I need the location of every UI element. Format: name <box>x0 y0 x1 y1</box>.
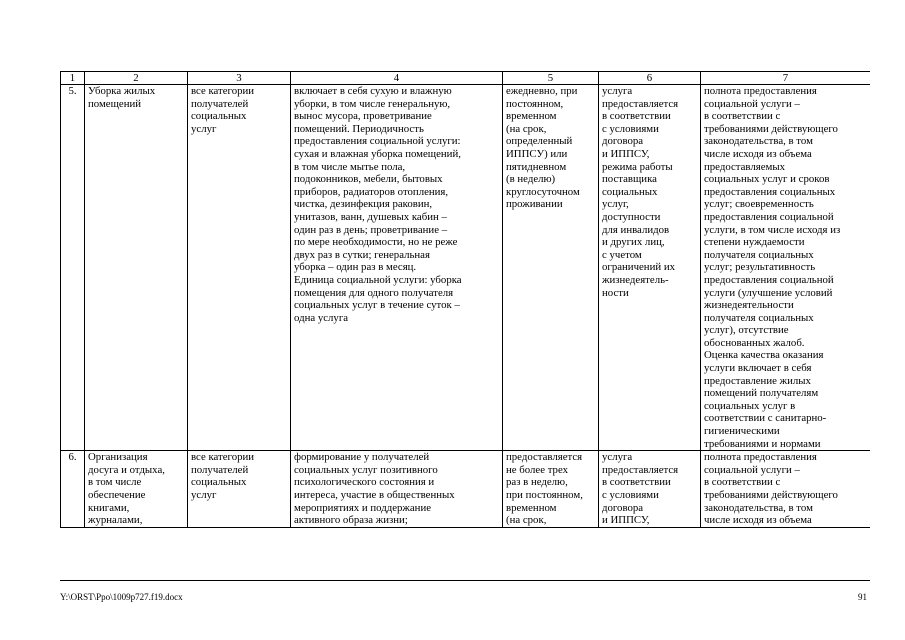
cell-conditions <box>599 85 701 451</box>
cell-text-line: чистка, дезинфекция раковин, <box>294 198 433 211</box>
cell-text-line: в соответствии <box>602 110 671 123</box>
cell-text-line: социальных <box>602 185 658 198</box>
cell-text-line: один раз в день; проветривание – <box>294 223 448 236</box>
cell-description <box>291 85 503 451</box>
cell-text-line: (на срок, <box>506 122 547 135</box>
column-header-3: 3 <box>188 72 291 85</box>
cell-text-line: Уборка жилых <box>88 85 156 97</box>
cell-text-line: в соответствии с <box>704 110 781 123</box>
cell-recipients <box>188 451 291 528</box>
cell-text-line: предоставления социальных <box>704 185 836 198</box>
cell-text-line: поставщика <box>602 173 657 186</box>
cell-text-line: получателя социальных <box>704 311 814 324</box>
cell-text-line: постоянном, <box>506 97 564 110</box>
cell-text-line: психологического состояния и <box>294 476 435 489</box>
cell-text-line: социальных <box>191 110 247 123</box>
cell-text-line: социальных услуг и сроков <box>704 173 830 186</box>
cell-text-line: ограничений их <box>602 261 676 274</box>
cell-evaluation <box>701 451 871 528</box>
cell-text-line: унитазов, ванн, душевых кабин – <box>294 210 447 223</box>
cell-text-line: режима работы <box>602 160 673 173</box>
cell-text-line: предоставления социальной <box>704 210 834 223</box>
cell-evaluation <box>701 85 871 451</box>
cell-text-line: подоконников, мебели, бытовых <box>294 173 443 186</box>
cell-text-line: с условиями <box>602 489 659 501</box>
cell-recipients <box>188 85 291 451</box>
cell-text-line: обоснованных жалоб. <box>704 336 805 349</box>
cell-text-line: социальных услуг в течение суток – <box>294 299 460 312</box>
cell-text-line: требованиями действующего <box>704 122 838 135</box>
cell-text-line: при постоянном, <box>506 489 583 501</box>
table-row <box>61 85 871 451</box>
cell-text-line: гигиеническими <box>704 425 780 438</box>
cell-service-name <box>85 451 188 528</box>
cell-text-line: интереса, участие в общественных <box>294 489 455 501</box>
cell-text-line: по мере необходимости, но не реже <box>294 236 458 249</box>
cell-text-line: и других лиц, <box>602 236 665 249</box>
cell-text-line: проживании <box>506 198 563 211</box>
cell-text-line: включает в себя сухую и влажную <box>294 85 452 97</box>
cell-text-line: предоставляемых <box>704 160 786 173</box>
cell-text-line: предоставления социальной услуги: <box>294 135 461 148</box>
cell-text-line: приборов, радиаторов отопления, <box>294 185 449 198</box>
column-header-1: 1 <box>61 72 85 85</box>
cell-text-line: числе исходя из объема <box>704 514 812 527</box>
cell-text-line: предоставления социальной <box>704 273 834 286</box>
cell-text-line: требованиями и нормами <box>704 437 821 450</box>
cell-text-line: предоставление жилых <box>704 374 811 387</box>
cell-text-line: досуга и отдыха, <box>88 463 165 476</box>
cell-text-line: и ИППСУ, <box>602 514 650 527</box>
cell-number: 6. <box>61 451 85 528</box>
cell-text-line: услуг; своевременность <box>704 198 814 211</box>
cell-text-line: для инвалидов <box>602 223 670 236</box>
table-viewport <box>60 71 870 581</box>
services-table <box>60 71 870 528</box>
cell-text-line: услуг; результативность <box>704 261 816 274</box>
cell-text-line: помещений <box>88 97 142 110</box>
column-header-7: 7 <box>701 72 871 85</box>
cell-text-line: (в неделю) <box>506 173 556 186</box>
cell-text-line: ежедневно, при <box>506 85 578 97</box>
cell-text-line: получателей <box>191 97 249 110</box>
cell-text-line: все категории <box>191 85 255 97</box>
table-row <box>61 451 871 528</box>
cell-text-line: социальных <box>191 476 247 489</box>
cell-text-line: услуг), отсутствие <box>704 324 789 337</box>
cell-text-line: социальных услуг позитивного <box>294 463 438 476</box>
cell-text-line: договора <box>602 501 644 514</box>
cell-text-line: (на срок, <box>506 514 547 527</box>
column-header-4: 4 <box>291 72 503 85</box>
cell-text-line: сухая и влажная уборка помещений, <box>294 147 461 160</box>
cell-text-line: временном <box>506 110 557 123</box>
cell-text-line: предоставляется <box>602 463 679 476</box>
cell-text-line: мероприятиях и поддержание <box>294 501 432 514</box>
cell-text-line: пятидневном <box>506 160 567 173</box>
cell-text-line: получателей <box>191 463 249 476</box>
cell-text-line: ности <box>602 286 629 299</box>
cell-text-line: раз в неделю, <box>506 476 568 489</box>
cell-text-line: и ИППСУ, <box>602 147 650 160</box>
cell-text-line: полнота предоставления <box>704 451 817 464</box>
cell-text-line: соответствии с санитарно- <box>704 412 827 425</box>
cell-text-line: ИППСУ) или <box>506 147 568 160</box>
cell-text-line: вынос мусора, проветривание <box>294 110 432 123</box>
cell-text-line: предоставляется <box>602 97 679 110</box>
cell-text-line: Оценка качества оказания <box>704 349 824 362</box>
cell-number: 5. <box>61 85 85 451</box>
document-path: Y:\ORST\Ppo\1009p727.f19.docx <box>60 592 183 602</box>
cell-text-line: с условиями <box>602 122 659 135</box>
cell-text-line: услуг, <box>602 198 629 211</box>
cell-text-line: не более трех <box>506 463 568 476</box>
table-body <box>61 85 871 528</box>
cell-text-line: услуг <box>191 489 217 501</box>
cell-text-line: социальной услуги – <box>704 463 800 476</box>
header-row <box>61 72 871 85</box>
cell-text-line: в том числе мытье пола, <box>294 160 406 173</box>
cell-text-line: журналами, <box>88 514 143 527</box>
cell-text-line: одна услуга <box>294 311 349 324</box>
cell-text-line: услуга <box>602 85 633 97</box>
cell-text-line: социальной услуги – <box>704 97 800 110</box>
page-number: 91 <box>858 592 867 602</box>
cell-text-line: полнота предоставления <box>704 85 817 97</box>
cell-text-line: книгами, <box>88 501 130 514</box>
cell-text-line: получателя социальных <box>704 248 814 261</box>
cell-text-line: степени нуждаемости <box>704 236 805 249</box>
cell-text-line: услуги, в том числе исходя из <box>704 223 841 236</box>
cell-text-line: формирование у получателей <box>294 451 430 464</box>
column-header-2: 2 <box>85 72 188 85</box>
cell-text-line: законодательства, в том <box>704 135 813 148</box>
cell-text-line: с учетом <box>602 248 642 261</box>
cell-frequency <box>503 451 599 528</box>
cell-text-line: помещений получателям <box>704 387 819 400</box>
cell-text-line: уборка – один раз в месяц. <box>294 261 417 274</box>
cell-text-line: двух раз в сутки; генеральная <box>294 248 430 261</box>
cell-text-line: жизнедеятель- <box>602 273 669 286</box>
cell-text-line: временном <box>506 501 557 514</box>
cell-text-line: доступности <box>602 210 661 223</box>
column-header-5: 5 <box>503 72 599 85</box>
cell-text-line: все категории <box>191 451 255 464</box>
cell-text-line: Организация <box>88 451 148 464</box>
cell-text-line: услуги включает в себя <box>704 362 812 375</box>
cell-text-line: уборки, в том числе генеральную, <box>294 97 451 110</box>
cell-description <box>291 451 503 528</box>
cell-text-line: предоставляется <box>506 451 583 464</box>
cell-text-line: определенный <box>506 135 573 148</box>
cell-text-line: обеспечение <box>88 489 146 501</box>
cell-text-line: услуг <box>191 122 217 135</box>
cell-text-line: круглосуточном <box>506 185 580 198</box>
cell-service-name <box>85 85 188 451</box>
cell-text-line: жизнедеятельности <box>704 299 794 312</box>
cell-text-line: активного образа жизни; <box>294 514 408 527</box>
cell-text-line: в том числе <box>88 476 142 489</box>
column-header-6: 6 <box>599 72 701 85</box>
cell-text-line: помещения для одного получателя <box>294 286 454 299</box>
cell-text-line: услуги (улучшение условий <box>704 286 833 299</box>
cell-conditions <box>599 451 701 528</box>
cell-text-line: требованиями действующего <box>704 489 838 501</box>
cell-text-line: числе исходя из объема <box>704 147 812 160</box>
cell-text-line: Единица социальной услуги: уборка <box>294 273 462 286</box>
cell-text-line: в соответствии <box>602 476 671 489</box>
cell-text-line: социальных услуг в <box>704 399 796 412</box>
cell-frequency <box>503 85 599 451</box>
cell-text-line: договора <box>602 135 644 148</box>
cell-text-line: законодательства, в том <box>704 501 813 514</box>
cell-text-line: помещений. Периодичность <box>294 122 424 135</box>
cell-text-line: услуга <box>602 451 633 464</box>
cell-text-line: в соответствии с <box>704 476 781 489</box>
